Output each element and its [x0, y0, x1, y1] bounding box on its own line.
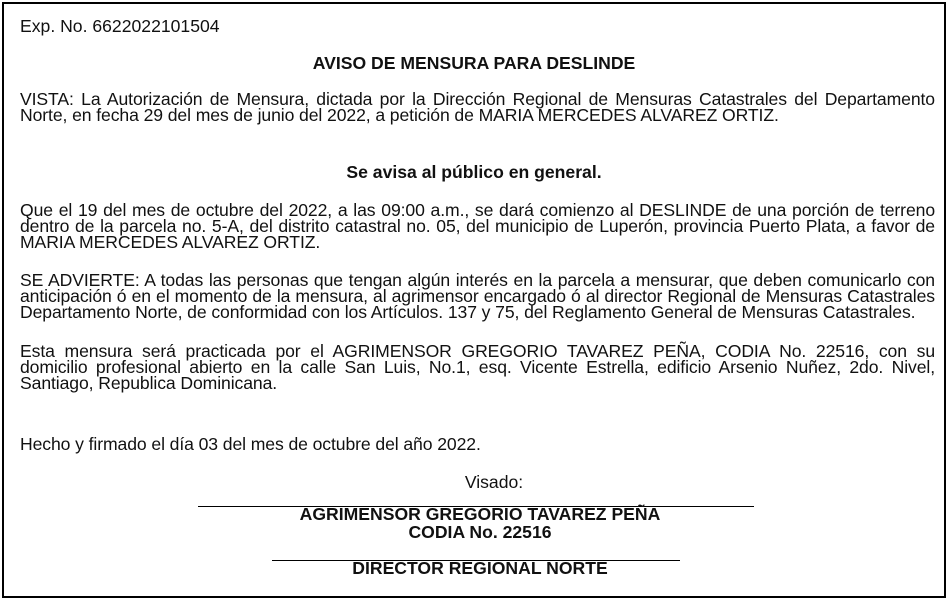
public-notice-heading: Se avisa al público en general. — [346, 162, 602, 182]
paragraph-deslinde: Que el 19 del mes de octubre del 2022, a las 09:00 a.m., se dará comienzo al DESLINDE de una porción de terreno dentro de la parcela no. 5-A, del distrito catastral no. 05, del municipio de Luperón, provincia Puerto Plata, a favor de MARIA MERCEDES ALVAREZ ORTIZ. — [20, 200, 935, 252]
signature-agrimensor-codia: CODIA No. 22516 — [408, 522, 552, 542]
paragraph-advierte: SE ADVIERTE: A todas las personas que tengan algún interés en la parcela a mensurar, que deben comunicarlo con anticipación ó en el momento de la mensura, al agrimensor encargado ó al director Regional de Mensuras Catastrales Departamento Norte, de conformidad con los Artículos. 137 y 75, del Reglamento General de Mensuras Catastrales. — [20, 270, 935, 322]
signature-director-title: DIRECTOR REGIONAL NORTE — [352, 558, 608, 578]
notice-title: AVISO DE MENSURA PARA DESLINDE — [312, 53, 636, 73]
expediente-number: Exp. No. 6622022101504 — [20, 16, 220, 36]
visado-label: Visado: — [464, 472, 524, 492]
paragraph-firmado: Hecho y firmado el día 03 del mes de octubre del año 2022. — [20, 434, 481, 454]
paragraph-agrimensor: Esta mensura será practicada por el AGRIMENSOR GREGORIO TAVAREZ PEÑA, CODIA No. 22516, con su domicilio profesional abierto en la calle San Luis, No.1, esq. Vicente Estrella, edificio Arsenio Nuñez, 2do. Nivel, Santiago, Republica Dominicana. — [20, 341, 935, 393]
paragraph-vista: VISTA: La Autorización de Mensura, dictada por la Dirección Regional de Mensuras Catastrales del Departamento Norte, en fecha 29 del mes de junio del 2022, a petición de MARIA MERCEDES ALVAREZ ORTIZ. — [20, 89, 935, 125]
signature-agrimensor-name: AGRIMENSOR GREGORIO TAVAREZ PEÑA — [299, 504, 661, 524]
